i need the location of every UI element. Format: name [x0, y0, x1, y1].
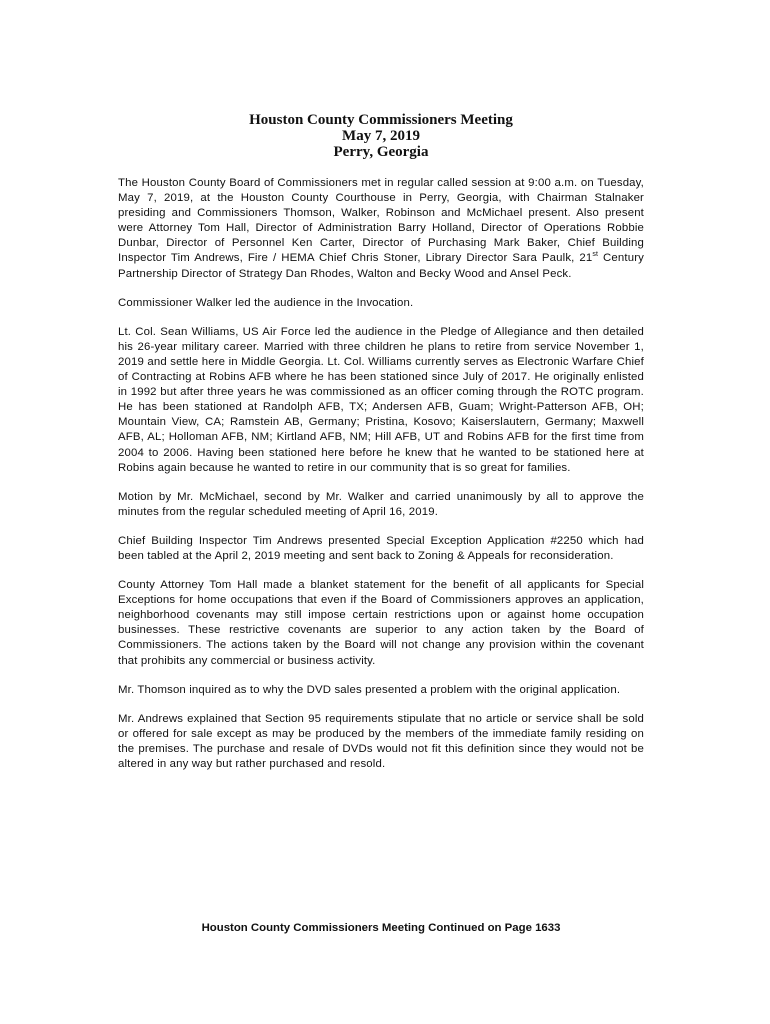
paragraph-pledge: Lt. Col. Sean Williams, US Air Force led the audience in the Pledge of Allegiance and then detailed his 26-year military career. Married with three children he plans to retire from service November 1, 2019 and settle here in Middle Georgia. Lt. Col. Williams currently serves as Electronic Warfare Chief of Contracting at Robins AFB where he has been stationed since July of 2017. He originally enlisted in 1992 but after three years he was commissioned as an officer coming through the ROTC program. He has been stationed at Randolph AFB, TX; Andersen AFB, Guam; Wright-Patterson AFB, OH; Mountain View, CA; Ramstein AB, Germany; Pristina, Kosovo; Kaiserslautern, Germany; Maxwell AFB, AL; Holloman AFB, NM; Kirtland AFB, NM; Hill AFB, UT and Robins AFB for the first time from 2004 to 2006. Having been stationed here before he knew that he wanted to be stationed here at Robins again because he wanted to retire in our community that is so great for families.	[118, 325, 644, 474]
page-footer: Houston County Commissioners Meeting Continued on Page 1633	[201, 922, 561, 934]
paragraph-minutes-motion: Motion by Mr. McMichael, second by Mr. Walker and carried unanimously by all to approve the minutes from the regular scheduled meeting of April 16, 2019.	[118, 490, 644, 518]
paragraph-thomson-inquiry: Mr. Thomson inquired as to why the DVD sales presented a problem with the original application.	[118, 683, 621, 696]
attendance-text-start: The Houston County Board of Commissioners met in regular called session at 9:00 a.m. on Tuesday, May 7, 2019, at the Houston County Courthouse in Perry, Georgia, with Chairman Stalnaker presiding and Commissioners Thomson, Walker, Robinson and McMichael present. Also present were Attorney Tom Hall, Director of Administration Barry Holland, Director of Operations Robbie Dunbar, Director of Personnel Ken Carter, Director of Purchasing Mark Baker, Chief Building Inspector Tim Andrews, Fire / HEMA Chief Chris Stoner, Library Director Sara Paulk, 21	[118, 177, 644, 265]
document-header	[118, 112, 644, 160]
paragraph-andrews-explanation: Mr. Andrews explained that Section 95 requirements stipulate that no article or service shall be sold or offered for sale except as may be produced by the members of the immediate family residing on the premises. The purchase and resale of DVDs would not fit this definition since they would not be altered in any way but rather purchased and resold.	[118, 712, 644, 770]
paragraph-attorney-statement: County Attorney Tom Hall made a blanket statement for the benefit of all applicants for Special Exceptions for home occupations that even if the Board of Commissioners approves an application, neighborhood covenants may still impose certain restrictions upon or against home occupation businesses. These restrictive covenants are superior to any action taken by the Board of Commissioners. The actions taken by the Board will not change any provision within the covenant that prohibits any commercial or business activity.	[118, 579, 644, 667]
meeting-location: Perry, Georgia	[333, 144, 429, 160]
ordinal-superscript: st	[592, 251, 599, 259]
paragraph-special-exception: Chief Building Inspector Tim Andrews presented Special Exception Application #2250 which had been tabled at the April 2, 2019 meeting and sent back to Zoning & Appeals for reconsideration.	[118, 534, 644, 562]
attendance-text-end: Century Partnership Director of Strategy Dan Rhodes, Walton and Becky Wood and Ansel Peck.	[118, 252, 644, 280]
meeting-date: May 7, 2019	[342, 128, 420, 144]
document-title: Houston County Commissioners Meeting	[249, 112, 513, 128]
paragraph-attendance	[118, 176, 644, 282]
document-page	[118, 112, 644, 786]
paragraph-invocation: Commissioner Walker led the audience in the Invocation.	[118, 296, 414, 309]
